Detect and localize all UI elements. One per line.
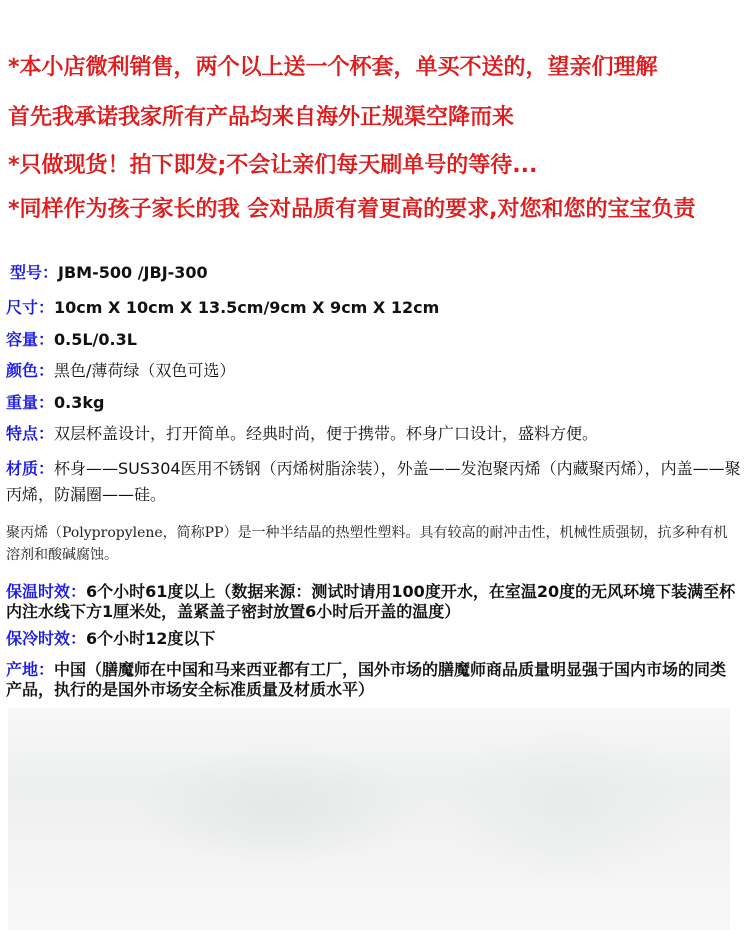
origin-label: 产地： — [6, 660, 55, 679]
spec-material-value: 杯身——SUS304医用不锈钢（丙烯树脂涂装），外盖——发泡聚丙烯（内藏聚丙烯），内盖——聚丙烯，防漏圈——硅。 — [6, 459, 741, 504]
spec-size-value: 10cm X 10cm X 13.5cm/9cm X 9cm X 12cm — [54, 298, 440, 317]
spec-color-value: 黑色/薄荷绿（双色可选） — [54, 361, 236, 380]
notice-quality-promise: *同样作为孩子家长的我 会对品质有着更高的要求,对您和您的宝宝负责 — [8, 197, 696, 222]
spec-model-row — [10, 262, 208, 284]
spec-material-row — [6, 456, 741, 508]
spec-model-value: JBM-500 /JBJ-300 — [58, 263, 208, 282]
notice-authentic-source: 首先我承诺我家所有产品均来自海外正规渠空降而来 — [8, 105, 515, 130]
cold-duration-value: 6个小时12度以下 — [86, 629, 216, 648]
spec-capacity-label: 容量： — [6, 330, 55, 349]
spec-weight-value: 0.3kg — [54, 393, 105, 412]
warm-duration-label: 保温时效： — [6, 582, 87, 601]
spec-capacity-value: 0.5L/0.3L — [54, 330, 137, 349]
spec-weight-row — [6, 392, 104, 414]
spec-model-label: 型号： — [10, 263, 59, 282]
pp-description: 聚丙烯（Polypropylene，简称PP）是一种半结晶的热塑性塑料。具有较高的耐冲击性，机械性质强韧，抗多种有机溶剂和酸碱腐蚀。 — [6, 525, 728, 563]
spec-size-label: 尺寸： — [6, 298, 55, 317]
cold-duration-label: 保冷时效： — [6, 629, 87, 648]
warm-duration-value: 6个小时61度以上（数据来源：测试时请用100度开水，在室温20度的无风环境下装满至杯内注水线下方1厘米处，盖紧盖子密封放置6小时后开盖的温度） — [6, 582, 736, 621]
spec-material-label: 材质： — [6, 459, 55, 478]
photo-highlight — [438, 728, 698, 888]
spec-feature-row — [6, 423, 598, 445]
warm-duration-row — [6, 582, 741, 622]
spec-color-row — [6, 360, 235, 382]
notice-gift-policy: *本小店微利销售，两个以上送一个杯套，单买不送的，望亲们理解 — [8, 55, 658, 80]
spec-color-label: 颜色： — [6, 361, 55, 380]
cold-duration-row — [6, 628, 215, 650]
spec-weight-label: 重量： — [6, 393, 55, 412]
spec-capacity-row — [6, 329, 137, 351]
notice-in-stock: *只做现货！拍下即发;不会让亲们每天刷单号的等待... — [8, 153, 538, 178]
spec-feature-value: 双层杯盖设计，打开简单。经典时尚，便于携带。杯身广口设计，盛料方便。 — [54, 424, 599, 443]
spec-feature-label: 特点： — [6, 424, 55, 443]
origin-row — [6, 660, 741, 700]
spec-size-row — [6, 297, 439, 319]
origin-value: 中国（膳魔师在中国和马来西亚都有工厂，国外市场的膳魔师商品质量明显强于国内市场的同类产品，执行的是国外市场安全标准质量及材质水平） — [6, 660, 727, 699]
product-photo — [8, 708, 730, 930]
photo-highlight — [128, 748, 428, 868]
